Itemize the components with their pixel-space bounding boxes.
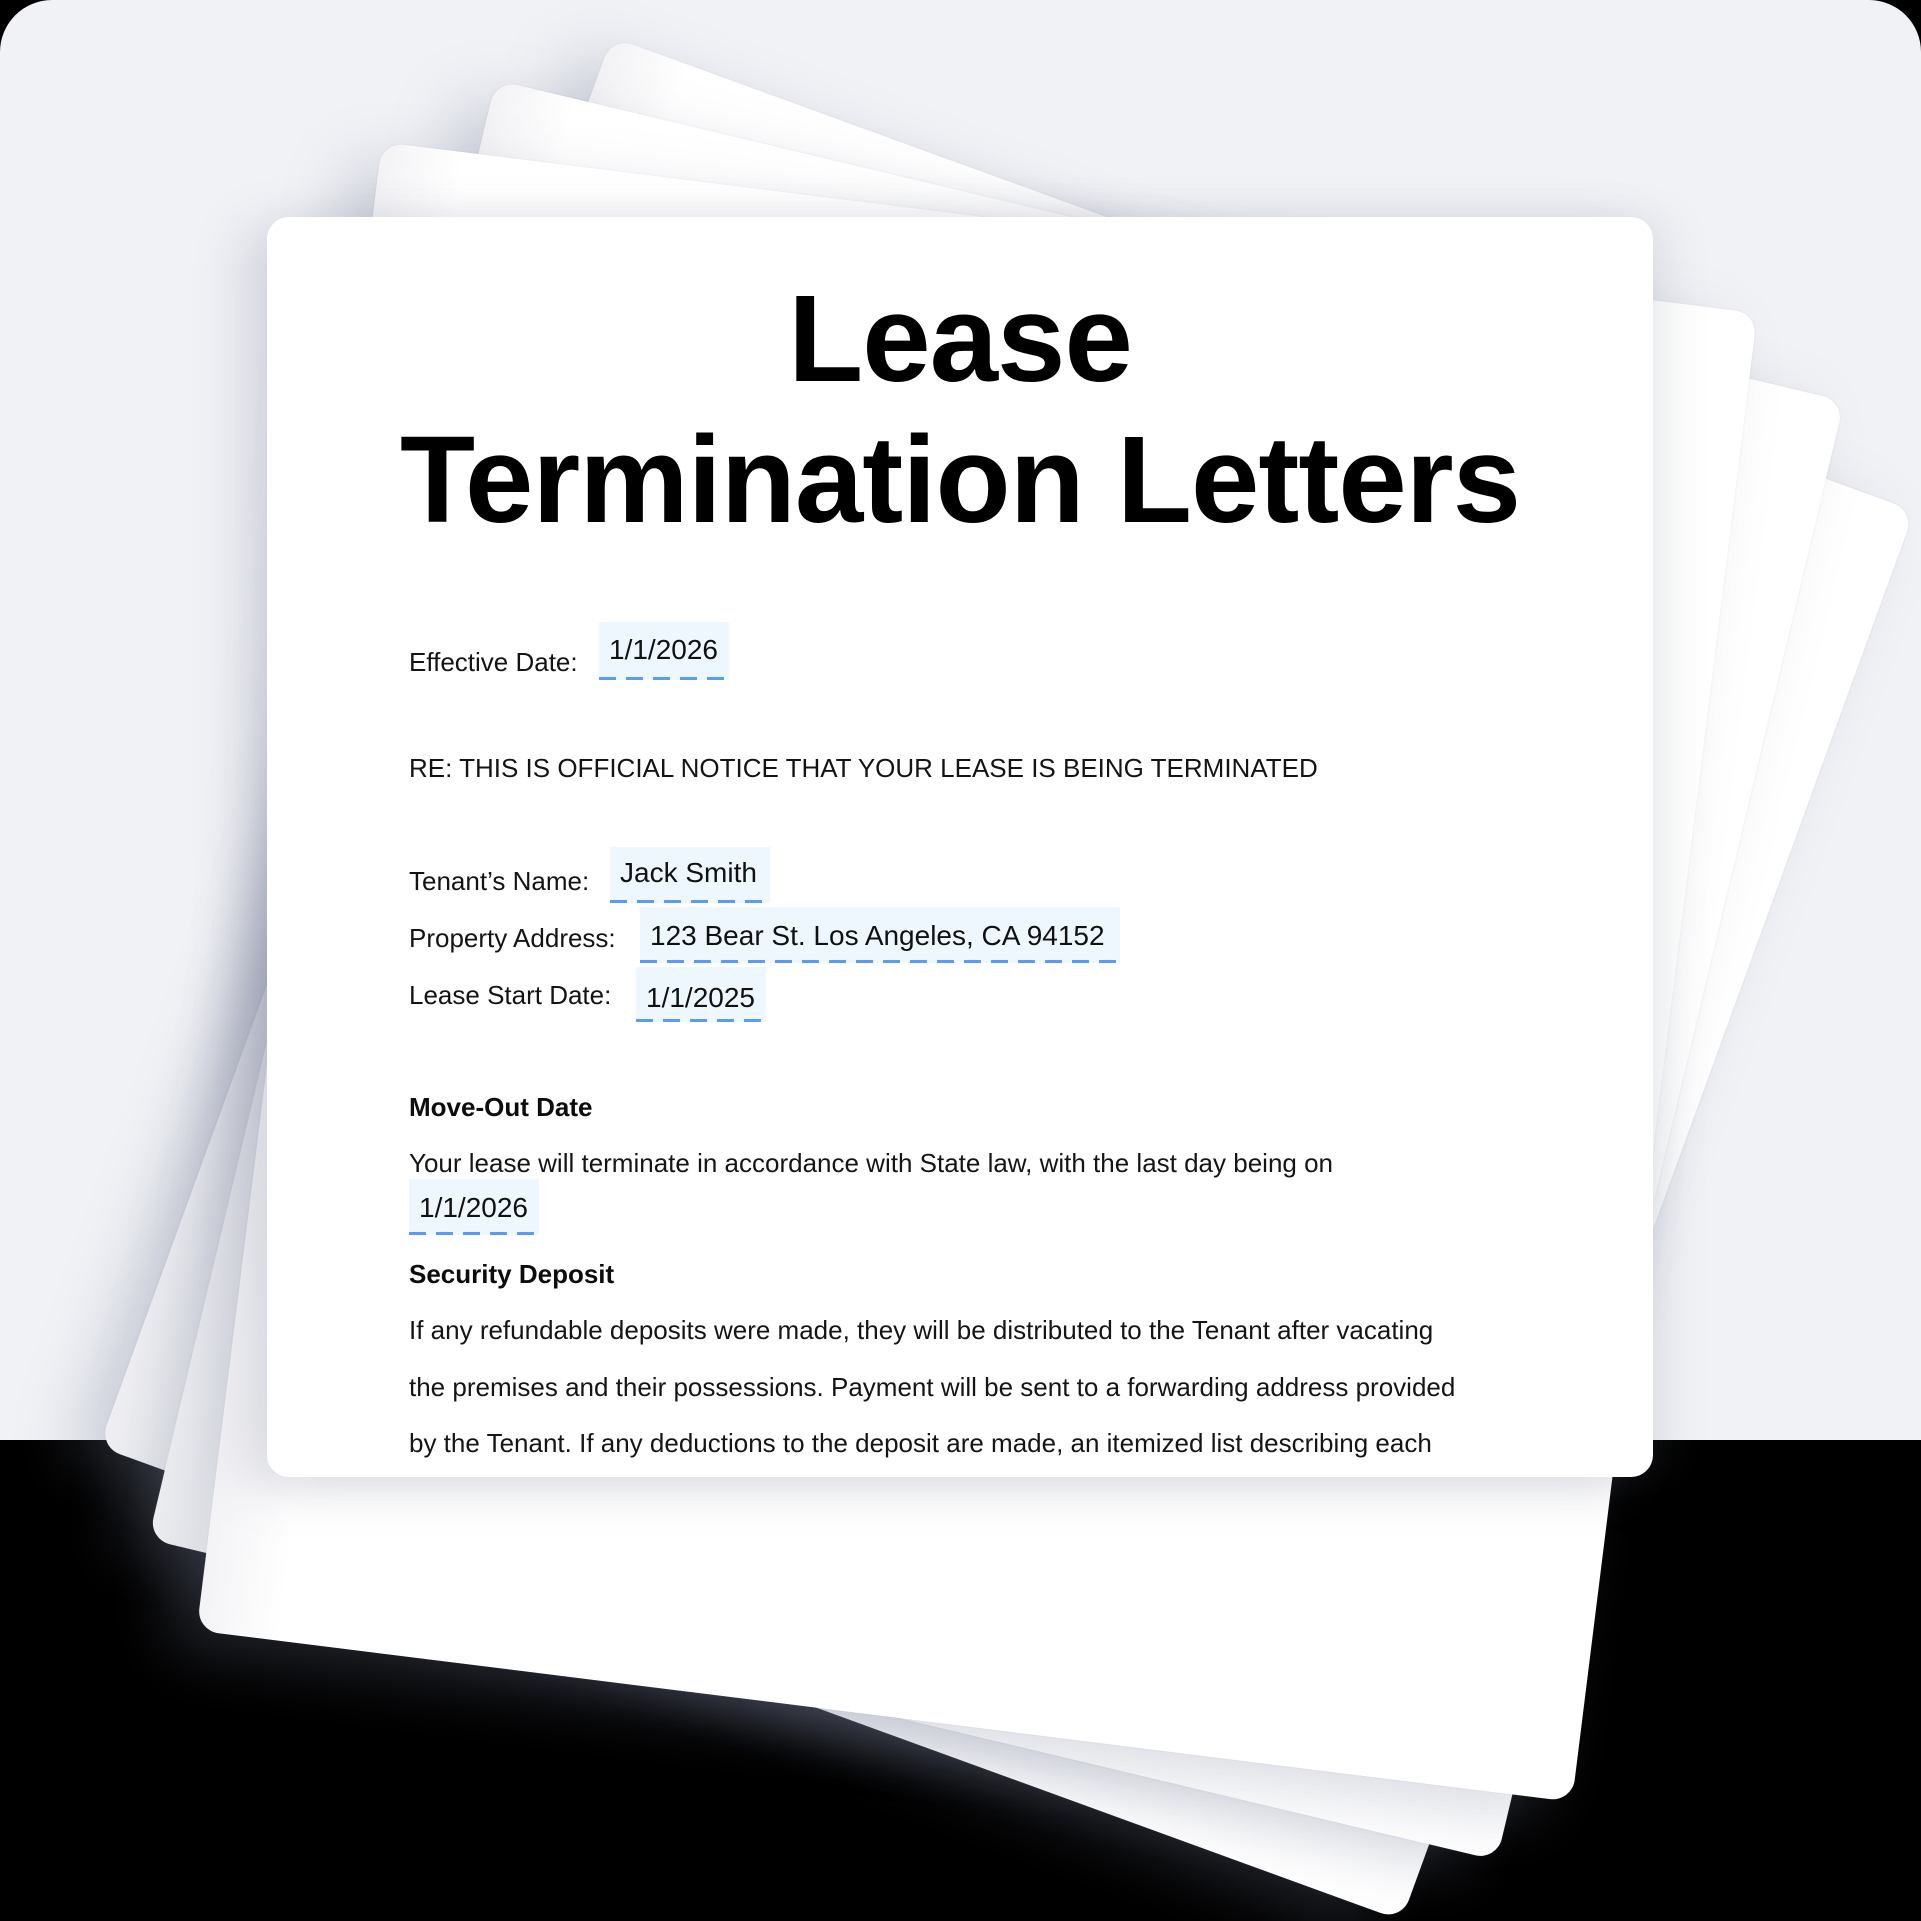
tenant-name-field[interactable] <box>610 847 770 903</box>
security-deposit-line-1: If any refundable deposits were made, they will be distributed to the Tenant after vacating <box>409 1315 1434 1345</box>
field-dashed-underline <box>409 1232 539 1235</box>
tenant-name-label: Tenant’s Name: <box>409 866 590 896</box>
field-dashed-underline <box>599 677 729 680</box>
move-out-text: Your lease will terminate in accordance with State law, with the last day being on <box>409 1148 1334 1178</box>
security-deposit-line-3: by the Tenant. If any deductions to the deposit are made, an itemized list describing each <box>409 1428 1432 1458</box>
title-line-2: Termination Letters <box>399 412 1521 549</box>
security-deposit-heading: Security Deposit <box>409 1259 615 1289</box>
title-line-1: Lease <box>788 271 1132 408</box>
document-title <box>267 269 1653 551</box>
lease-start-date-row <box>409 980 611 1011</box>
effective-date-value: 1/1/2026 <box>609 634 718 665</box>
field-dashed-underline <box>636 1019 766 1022</box>
move-out-heading: Move-Out Date <box>409 1092 593 1122</box>
tenant-name-value: Jack Smith <box>620 857 757 888</box>
re-line: RE: THIS IS OFFICIAL NOTICE THAT YOUR LEASE IS BEING TERMINATED <box>409 753 1318 783</box>
property-address-row <box>409 923 616 954</box>
lease-start-date-value: 1/1/2025 <box>646 982 755 1013</box>
property-address-value: 123 Bear St. Los Angeles, CA 94152 <box>650 920 1105 951</box>
tenant-name-row <box>409 866 589 897</box>
property-address-label: Property Address: <box>409 923 616 953</box>
property-address-field[interactable] <box>640 907 1120 963</box>
move-out-date-field[interactable] <box>409 1179 539 1235</box>
security-deposit-line-2: the premises and their possessions. Payment will be sent to a forwarding address provided <box>409 1372 1456 1402</box>
field-dashed-underline <box>640 960 1120 963</box>
document-page <box>267 217 1653 1477</box>
effective-date-field[interactable] <box>599 622 729 680</box>
field-dashed-underline <box>610 900 770 903</box>
lease-start-date-label: Lease Start Date: <box>409 980 612 1010</box>
move-out-date-value: 1/1/2026 <box>419 1192 528 1223</box>
lease-start-date-field[interactable] <box>636 967 766 1022</box>
effective-date-row <box>409 647 578 678</box>
effective-date-label: Effective Date: <box>409 647 578 677</box>
